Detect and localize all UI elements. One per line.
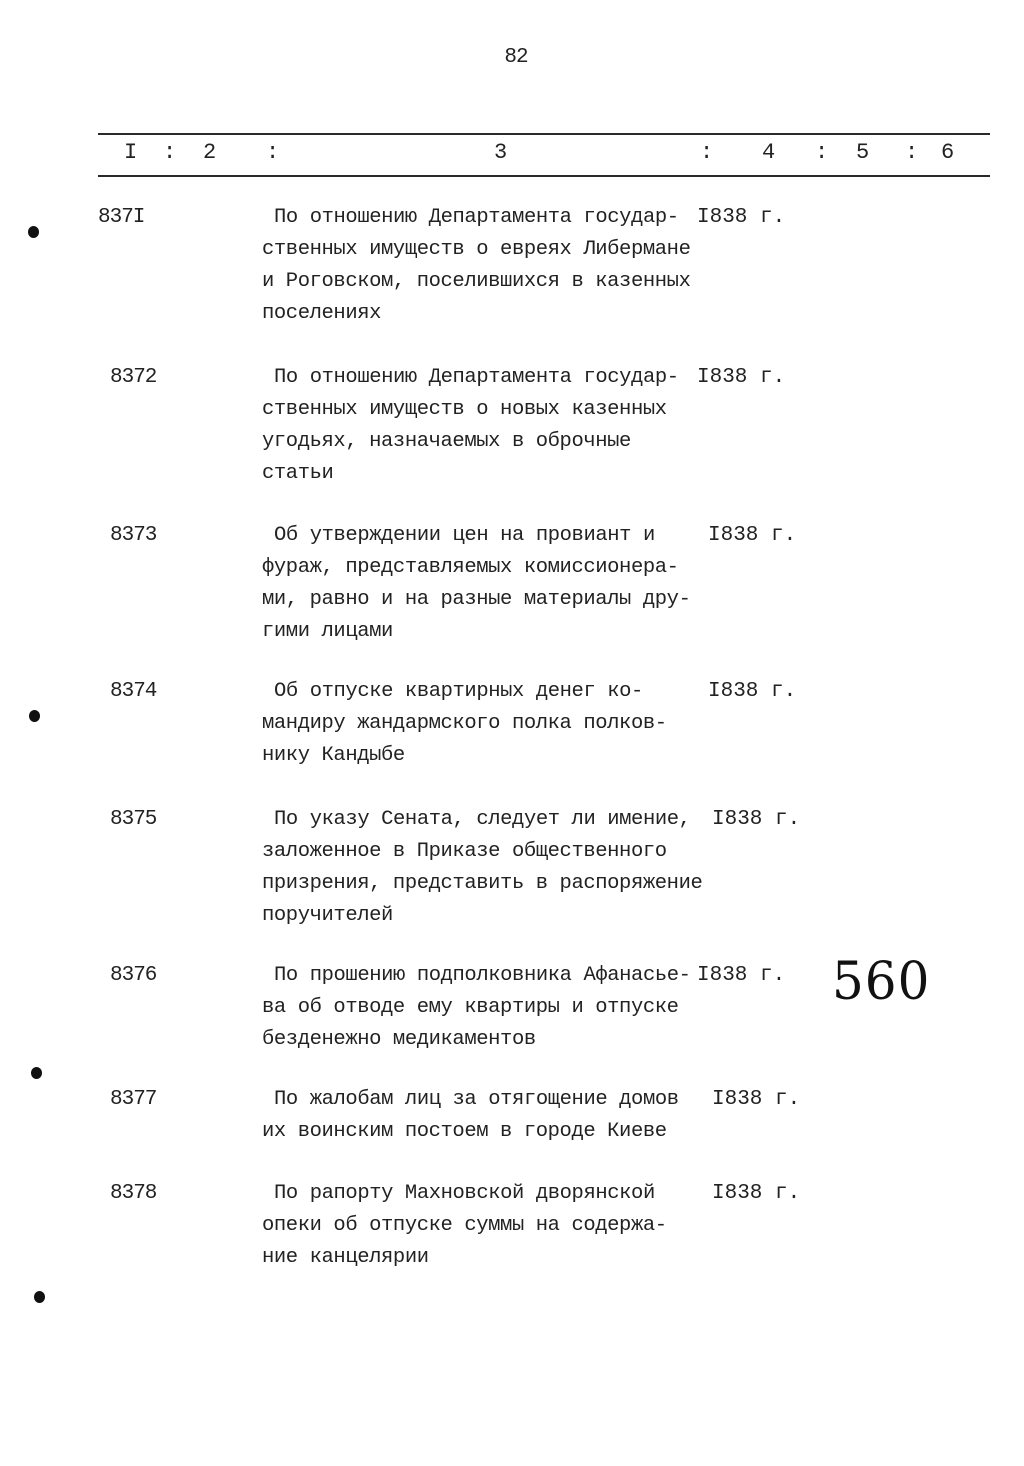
- column-header-1: I: [124, 140, 138, 165]
- column-separator: :: [700, 140, 714, 165]
- column-header-3: 3: [494, 140, 508, 165]
- description-line: гими лицами: [262, 620, 393, 643]
- description-line: По отношению Департамента государ-: [274, 366, 679, 389]
- description-line: и Роговском, поселившихся в казенных: [262, 270, 691, 293]
- entry-year: I838 г.: [697, 964, 786, 987]
- entry-year: I838 г.: [708, 680, 797, 703]
- description-line: Об отпуске квартирных денег ко-: [274, 680, 643, 703]
- description-line: заложенное в Приказе общественного: [262, 840, 667, 863]
- punch-hole-mark: [31, 1067, 42, 1079]
- description-line: угодьях, назначаемых в оброчные: [262, 430, 631, 453]
- description-line: призрения, представить в распоряжение: [262, 872, 703, 895]
- description-line: ние канцелярии: [262, 1246, 429, 1269]
- entry-year: I838 г.: [708, 524, 797, 547]
- description-line: мандиру жандармского полка полков-: [262, 712, 667, 735]
- description-line: фураж, представляемых комиссионера-: [262, 556, 679, 579]
- entry-year: I838 г.: [712, 1088, 801, 1111]
- description-line: статьи: [262, 462, 334, 485]
- description-line: безденежно медикаментов: [262, 1028, 536, 1051]
- description-line: ственных имуществ о новых казенных: [262, 398, 667, 421]
- description-line: опеки об отпуске суммы на содержа-: [262, 1214, 667, 1237]
- entry-year: I838 г.: [712, 808, 801, 831]
- entry-year: I838 г.: [712, 1182, 801, 1205]
- handwritten-sheet-number: 560: [832, 950, 931, 1012]
- page-number: 82: [504, 46, 528, 69]
- header-rule-bottom: [98, 175, 990, 177]
- entry-number: 8374: [110, 680, 157, 703]
- header-rule-top: [98, 133, 990, 135]
- description-line: По отношению Департамента государ-: [274, 206, 679, 229]
- description-line: По рапорту Махновской дворянской: [274, 1182, 655, 1205]
- description-line: Об утверждении цен на провиант и: [274, 524, 655, 547]
- entry-number: 8372: [110, 366, 157, 389]
- column-header-5: 5: [856, 140, 870, 165]
- description-line: ми, равно и на разные материалы дру-: [262, 588, 691, 611]
- entry-year: I838 г.: [697, 366, 786, 389]
- column-separator: :: [266, 140, 280, 165]
- column-separator: :: [815, 140, 829, 165]
- punch-hole-mark: [28, 226, 39, 238]
- punch-hole-mark: [34, 1291, 45, 1303]
- description-line: По прошению подполковника Афанасье-: [274, 964, 691, 987]
- description-line: ва об отводе ему квартиры и отпуске: [262, 996, 679, 1019]
- column-header-4: 4: [762, 140, 776, 165]
- description-line: По указу Сената, следует ли имение,: [274, 808, 691, 831]
- description-line: нику Кандыбе: [262, 744, 405, 767]
- description-line: их воинским постоем в городе Киеве: [262, 1120, 667, 1143]
- description-line: По жалобам лиц за отягощение домов: [274, 1088, 679, 1111]
- entry-number: 837I: [98, 206, 145, 229]
- entry-year: I838 г.: [697, 206, 786, 229]
- column-separator: :: [905, 140, 919, 165]
- entry-number: 8378: [110, 1182, 157, 1205]
- entry-number: 8376: [110, 964, 157, 987]
- entry-number: 8375: [110, 808, 157, 831]
- column-header-6: 6: [941, 140, 955, 165]
- entry-number: 8373: [110, 524, 157, 547]
- punch-hole-mark: [29, 710, 40, 722]
- description-line: поселениях: [262, 302, 382, 325]
- column-header-2: 2: [203, 140, 217, 165]
- description-line: поручителей: [262, 904, 393, 927]
- entry-number: 8377: [110, 1088, 157, 1111]
- description-line: ственных имуществ о евреях Либермане: [262, 238, 691, 261]
- column-separator: :: [163, 140, 177, 165]
